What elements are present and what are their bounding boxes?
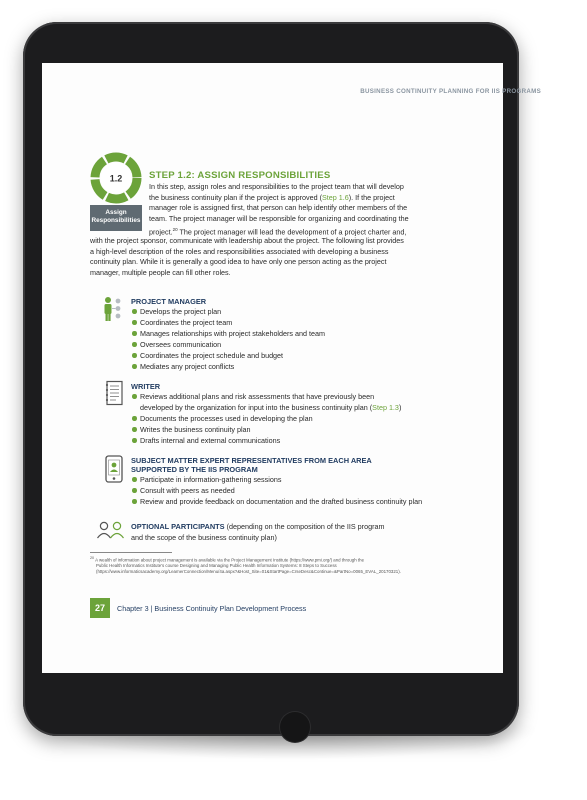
section-title: PROJECT MANAGER xyxy=(131,297,207,306)
intro-line: with the project sponsor, communicate with leadership about the project. The following list provides xyxy=(90,236,404,245)
footnote-divider xyxy=(90,552,172,553)
sme-section xyxy=(131,456,422,507)
home-button[interactable] xyxy=(280,712,310,742)
list-item: Mediates any project conflicts xyxy=(131,361,325,372)
step-number: 1.2 xyxy=(109,173,123,184)
intro-line: manager, multiple people can fill other roles. xyxy=(90,268,231,278)
list-item: Coordinates the project team xyxy=(131,317,325,328)
intro-line: continuity plan. While it is generally a good idea to have only one person acting as the project xyxy=(90,257,387,267)
section-title: OPTIONAL PARTICIPANTS xyxy=(131,522,225,531)
list-item: Participate in information-gathering sessions xyxy=(131,474,422,485)
optional-participants-icon xyxy=(96,520,126,540)
intro-line: In this step, assign roles and responsibilities to the project team that will develop xyxy=(149,182,404,191)
step-link[interactable]: Step 1.6 xyxy=(322,192,349,202)
list-item: Review and provide feedback on documentation and the drafted business continuity plan xyxy=(131,496,422,507)
step-intro-full xyxy=(90,236,465,279)
footnote-ref: 20 xyxy=(172,226,178,232)
list-item: Consult with peers as needed xyxy=(131,485,422,496)
footnote: $^{20}$ A wealth of information about project management is available via the Project Management Institute (https://www.pmi.org/) and through the Public Health Informatics Institute's course Designing and Managing Public Health Information Systems: 8 Steps to Success (https://www.informaticsacademy.org/LearnerConnection/Menu/4a.aspx?&Host_Site=01&StartPage=CrseDesc&Continue=&PartNo=0065_EVAL_20170321). xyxy=(90,556,401,574)
step-progress-icon xyxy=(90,152,142,204)
running-header: BUSINESS CONTINUITY PLANNING FOR IIS PROGRAMS xyxy=(360,88,541,95)
list-item: Coordinates the project schedule and budget xyxy=(131,350,325,361)
bullet-list xyxy=(131,391,401,446)
intro-line: team. The project manager will be responsible for organizing and coordinating the xyxy=(149,214,409,224)
list-item: Oversees communication xyxy=(131,339,325,350)
step-badge-label-line2: Responsibilities xyxy=(91,217,141,224)
intro-line: project.$^{20}$ The project manager will lead the development of a project charter and, xyxy=(149,226,407,237)
step-badge-label xyxy=(90,205,142,231)
list-item: Drafts internal and external communications xyxy=(131,435,401,446)
chapter-label: Chapter 3 | Business Continuity Plan Development Process xyxy=(117,604,307,613)
step-link[interactable]: Step 1.3 xyxy=(372,403,399,412)
step-intro-indented xyxy=(149,182,449,238)
intro-line: manager role is assigned first, that person can help identify other members of the xyxy=(149,203,408,213)
optional-participants-section: OPTIONAL PARTICIPANTS (depending on the composition of the IIS program and the scope of the business continuity plan) xyxy=(131,522,385,542)
project-manager-section xyxy=(131,297,325,372)
step-title: STEP 1.2: ASSIGN RESPONSIBILITIES xyxy=(149,170,331,181)
bullet-list xyxy=(131,306,325,372)
section-title: SUPPORTED BY THE IIS PROGRAM xyxy=(131,465,258,474)
list-item: Documents the processes used in developing the plan xyxy=(131,413,401,424)
intro-line: a high-level description of the roles and responsibilities associated with developing a business xyxy=(90,246,389,256)
page-number: 27 xyxy=(90,598,110,618)
sme-phone-icon xyxy=(104,455,124,483)
section-title: SUBJECT MATTER EXPERT REPRESENTATIVES FROM EACH AREA xyxy=(131,456,372,465)
intro-line: the business continuity plan if the project is approved (Step 1.6). If the project xyxy=(149,192,395,202)
writer-section xyxy=(131,382,401,446)
list-item: Writes the business continuity plan xyxy=(131,424,401,435)
project-manager-icon xyxy=(102,296,128,322)
list-item: Reviews additional plans and risk assessments that have previously been developed by the organization for input into the business continuity plan (Step 1.3) xyxy=(131,391,401,413)
bullet-list xyxy=(131,474,422,507)
list-item: Manages relationships with project stakeholders and team xyxy=(131,328,325,339)
step-badge-label-line1: Assign xyxy=(105,209,127,216)
writer-notebook-icon xyxy=(104,380,124,406)
section-title: WRITER xyxy=(131,382,161,391)
list-item: Develops the project plan xyxy=(131,306,325,317)
